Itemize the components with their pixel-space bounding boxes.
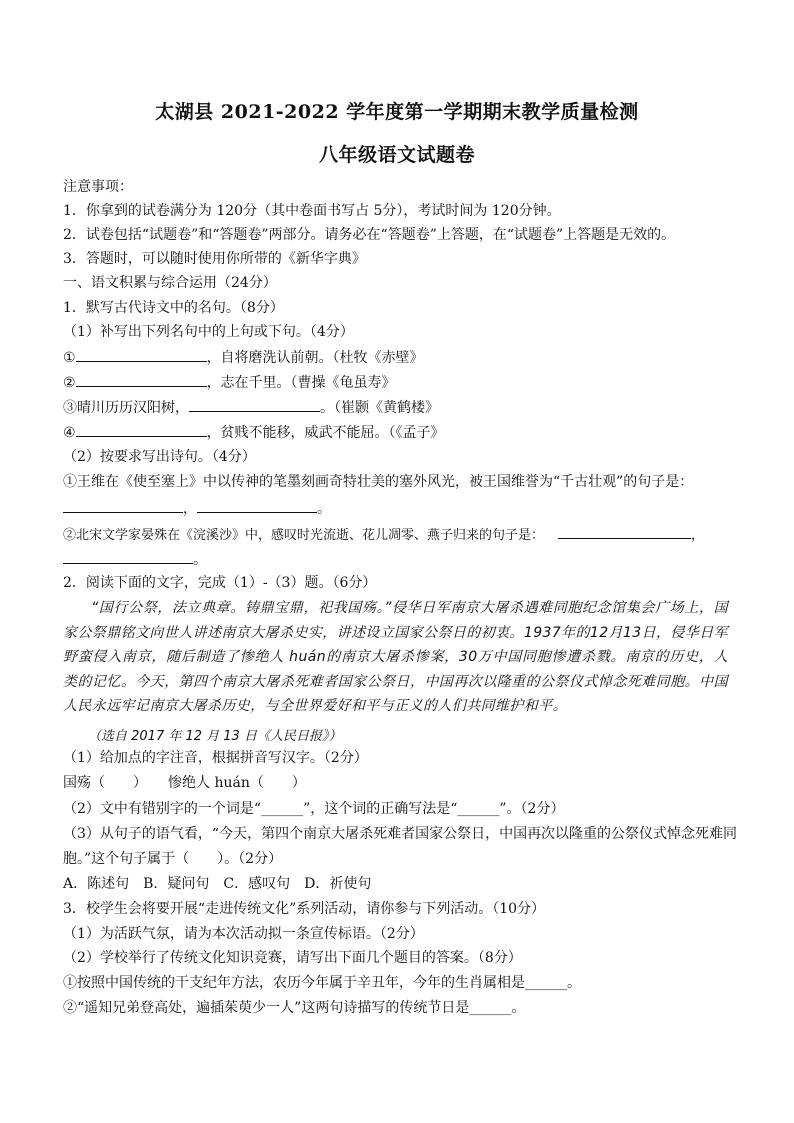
fill-item-4	[63, 422, 445, 443]
poem-request-2	[63, 524, 704, 546]
fill-item-prefix: ③晴川历历汉阳树，	[63, 400, 189, 416]
poem-request-2-text: ②北宋文学家晏殊在《浣溪沙》中，感叹时光流逝、花儿凋零、燕子归来的句子是：	[63, 528, 545, 543]
question-3-sub-1: （1）为活跃气氛，请为本次活动拟一条宣传标语。（2分）	[63, 926, 424, 942]
notice-item-2: 2．试卷包括“试题卷”和“答题卷”两部分。请务必在“答题卷”上答题，在“试题卷”上答题是无效的。	[63, 227, 676, 243]
question-2-stem: 2．阅读下面的文字，完成（1）-（3）题。（6分）	[63, 575, 377, 591]
fill-item-suffix: 。（崔颢《黄鹤楼》	[320, 400, 439, 416]
answer-blank[interactable]	[197, 498, 317, 513]
fill-item-3	[63, 397, 439, 418]
exam-subtitle: 八年级语文试题卷	[318, 144, 475, 166]
choice-options: A．陈述句 B．疑问句 C．感叹句 D．祈使句	[63, 876, 372, 892]
question-2-sub-1-items: 国殇（ ） 惨绝人 huán（ ）	[63, 775, 306, 791]
answer-blank[interactable]	[558, 524, 691, 539]
separator: ，	[691, 528, 705, 543]
passage-source: （选自 2017 年 12 月 13 日《人民日报》）	[88, 729, 342, 744]
fill-item-prefix: ②	[63, 375, 76, 391]
question-3-stem: 3．校学生会将要开展“走进传统文化”系列活动，请你参与下列活动。（10分）	[63, 901, 546, 917]
notice-item-3: 3．答题时，可以随时使用你所带的《新华字典》	[63, 251, 366, 267]
fill-item-suffix: ，自将磨洗认前朝。（杜牧《赤壁》	[206, 350, 424, 366]
separator: ，	[183, 501, 197, 517]
terminator: 。	[193, 552, 207, 568]
question-1-stem: 1．默写古代诗文中的名句。（8分）	[63, 300, 284, 316]
fill-item-suffix: ，贫贱不能移，威武不能屈。（《孟子》	[206, 425, 445, 441]
answer-blank[interactable]	[76, 422, 207, 437]
exam-title: 太湖县 2021-2022 学年度第一学期期末教学质量检测	[155, 101, 639, 123]
question-2-sub-1: （1）给加点的字注音，根据拼音写汉字。（2分）	[63, 750, 368, 766]
poem-answer-1	[63, 498, 331, 519]
question-3-sub-2: （2）学校举行了传统文化知识竞赛，请写出下面几个题目的答案。（8分）	[63, 950, 522, 966]
poem-request-1: ①王维在《使至塞上》中以传神的笔墨刻画奇特壮美的塞外风光，被王国维誉为“千古壮观”的句子是：	[63, 474, 694, 490]
fill-item-2	[63, 372, 396, 393]
answer-blank[interactable]	[63, 549, 193, 564]
section-heading: 一、语文积累与综合运用（24分）	[63, 275, 277, 291]
answer-blank[interactable]	[76, 347, 207, 362]
poem-answer-2	[63, 549, 207, 570]
question-2-sub-3-line-1: （3）从句子的语气看，“今天，第四个南京大屠杀死难者国家公祭日，中国再次以隆重的公祭仪式悼念死难同	[63, 826, 738, 842]
fill-item-suffix: ，志在千里。（曹操《龟虽寿》	[206, 375, 396, 391]
question-2-sub-2: （2）文中有错别字的一个词是“______”，这个词的正确写法是“______”。（2分）	[63, 801, 565, 817]
question-3-item-1: ①按照中国传统的干支纪年方法，农历今年属于辛丑年，今年的生肖属相是______。	[63, 975, 581, 991]
notice-item-1: 1．你拿到的试卷满分为 120分（其中卷面书写占 5分），考试时间为 120分钟。	[63, 203, 561, 219]
fill-item-prefix: ④	[63, 425, 76, 441]
answer-blank[interactable]	[63, 498, 183, 513]
notice-heading: 注意事项：	[63, 179, 133, 195]
fill-item-prefix: ①	[63, 350, 76, 366]
question-3-item-2: ②“遥知兄弟登高处，遍插茱萸少一人”这两句诗描写的传统节日是______。	[63, 1000, 526, 1016]
answer-blank[interactable]	[189, 397, 320, 412]
answer-blank[interactable]	[76, 372, 207, 387]
question-1-part-2: （2）按要求写出诗句。（4分）	[63, 449, 256, 465]
question-2-sub-3-line-2: 胞。”这个句子属于（ ）。（2分）	[63, 851, 283, 867]
question-1-part-1: （1）补写出下列名句中的上句或下句。（4分）	[63, 324, 354, 340]
terminator: 。	[317, 501, 331, 517]
reading-passage: “国行公祭，法立典章。铸鼎宝鼎，祀我国殇。”侵华日军南京大屠杀遇难同胞纪念馆集会广场上，国家公祭鼎铭文向世人讲述南京大屠杀史实，讲述设立国家公祭日的初衷。1937年的12月13日，侵华日军野蛮侵入南京，随后制造了惨绝人 huán的南京大屠杀惨案，30万中国同胞惨遭杀戮。南京的历史，人类的记忆。今天，第四个南京大屠杀死难者国家公祭日，中国再次以隆重的公祭仪式悼念死难同胞。中国人民永远牢记南京大屠杀历史，与全世界爱好和平与正义的人们共同维护和平。	[63, 600, 728, 714]
fill-item-1	[63, 347, 424, 368]
